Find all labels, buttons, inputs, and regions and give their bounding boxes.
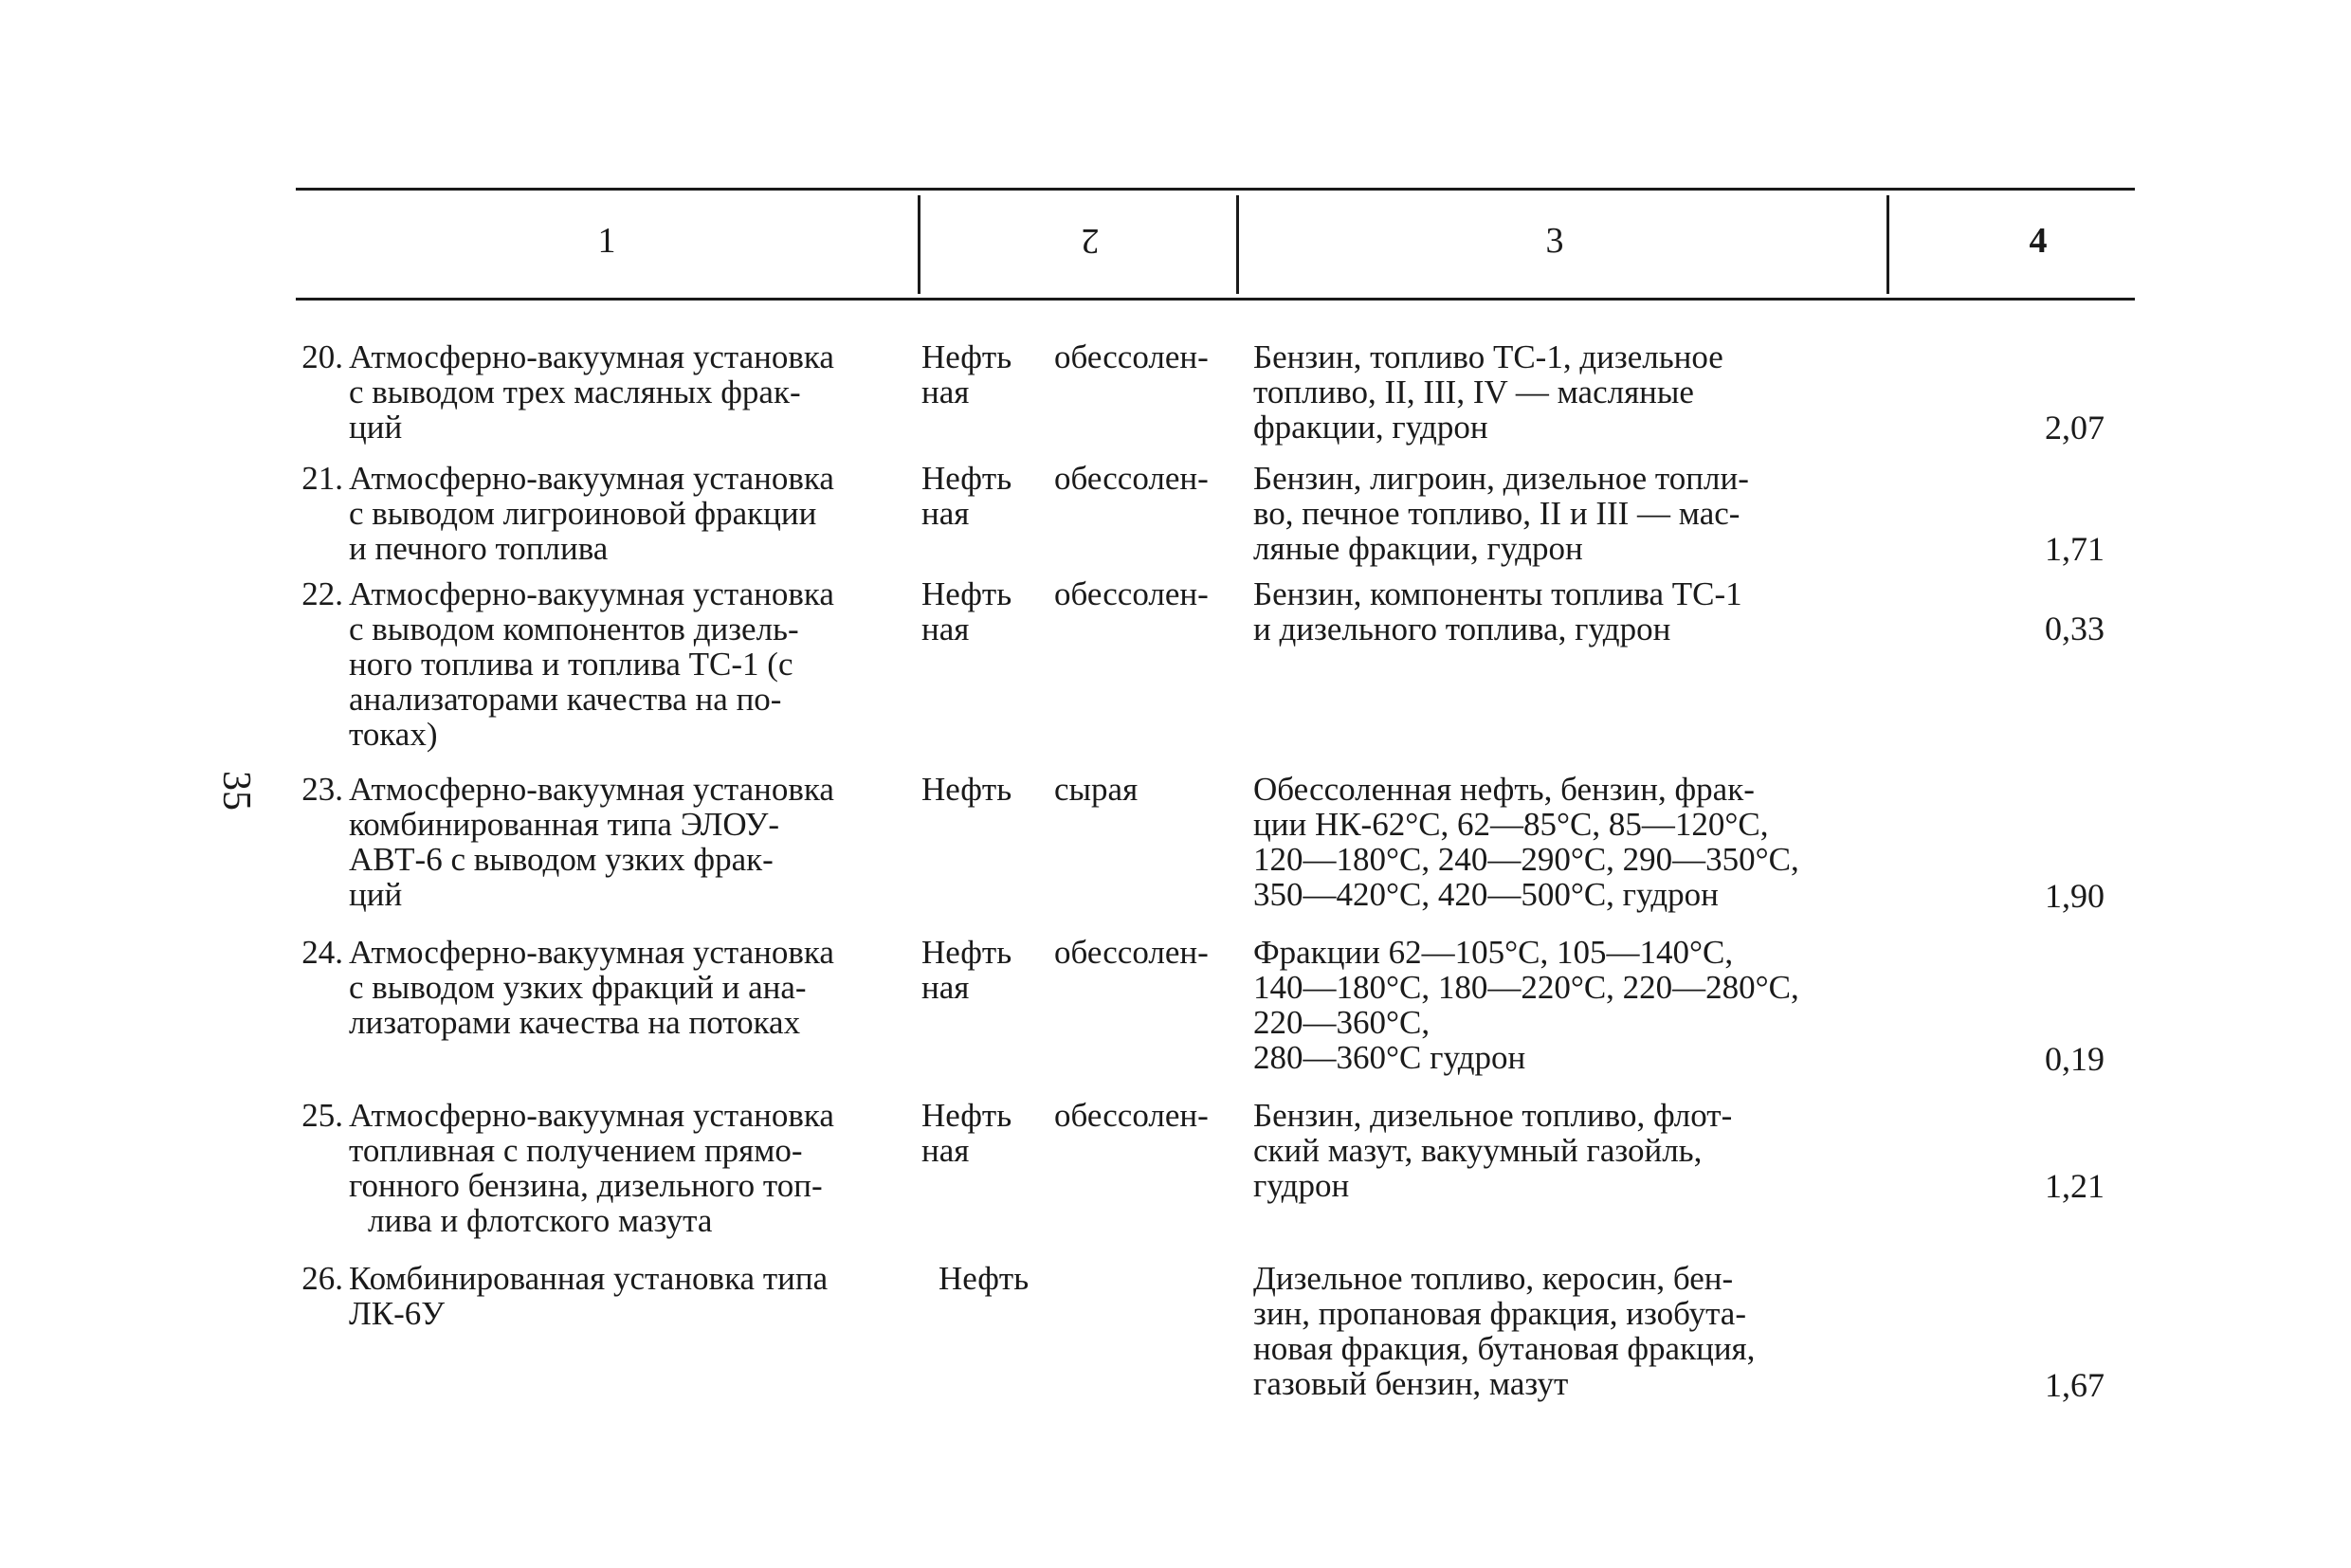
products-line: 350—420°С, 420—500°С, гудрон xyxy=(1253,876,1719,913)
feedstock-word: Нефть xyxy=(921,771,1012,808)
unit-name-line: Атмосферно-вакуумная установка xyxy=(349,771,834,808)
column-divider-3 xyxy=(1886,195,1889,294)
unit-name-line: лива и флотского мазута xyxy=(368,1202,713,1239)
unit-name-line: с выводом компонентов дизель- xyxy=(349,611,799,647)
products-line: Фракции 62—105°С, 105—140°С, xyxy=(1253,934,1734,971)
value-cell: 1,67 xyxy=(2045,1366,2105,1404)
header-col-4: 4 xyxy=(2029,221,2048,261)
feedstock-word: Нефть xyxy=(921,460,1012,497)
products-cell xyxy=(1253,935,1860,1075)
feedstock-word: Нефть xyxy=(921,575,1012,612)
value-cell: 0,19 xyxy=(2045,1040,2105,1078)
feedstock-word: Нефть xyxy=(939,1260,1030,1297)
products-line: Бензин, лигроин, дизельное топли- xyxy=(1253,460,1749,497)
feedstock-cell xyxy=(921,1261,1234,1296)
unit-name-line: гонного бензина, дизельного топ- xyxy=(349,1167,823,1204)
feedstock-cell xyxy=(921,576,1234,647)
products-line: и дизельного топлива, гудрон xyxy=(1253,611,1671,647)
feedstock-word: Нефть xyxy=(921,934,1012,971)
products-line: Дизельное топливо, керосин, бен- xyxy=(1253,1260,1734,1297)
unit-name-line: топливная с получением прямо- xyxy=(349,1132,803,1169)
products-line: 120—180°С, 240—290°С, 290—350°С, xyxy=(1253,841,1799,878)
products-line: ляные фракции, гудрон xyxy=(1253,530,1583,567)
feedstock-cell xyxy=(921,339,1234,410)
unit-name-line: Атмосферно-вакуумная установка xyxy=(349,460,834,497)
column-divider-2 xyxy=(1236,195,1239,294)
feedstock-qualifier: обессолен- xyxy=(1054,338,1209,375)
unit-name-line: ций xyxy=(349,409,403,446)
unit-name-line: с выводом узких фракций и ана- xyxy=(349,969,807,1006)
products-cell xyxy=(1253,772,1860,912)
products-cell xyxy=(1253,576,1860,647)
feedstock-continuation: ная xyxy=(921,611,970,647)
products-line: гудрон xyxy=(1253,1167,1350,1204)
feedstock-cell xyxy=(921,1098,1234,1168)
unit-name-line: Атмосферно-вакуумная установка xyxy=(349,1097,834,1134)
header-col-2: 2 xyxy=(1081,221,1100,261)
products-line: Бензин, компоненты топлива ТС-1 xyxy=(1253,575,1742,612)
unit-name-line: комбинированная типа ЭЛОУ- xyxy=(349,806,780,843)
feedstock-qualifier: обессолен- xyxy=(1054,1097,1209,1134)
products-line: Обессоленная нефть, бензин, фрак- xyxy=(1253,771,1755,808)
products-cell xyxy=(1253,1261,1860,1401)
row-number: 24. xyxy=(301,934,343,971)
unit-name-line: токах) xyxy=(349,716,438,753)
row-number: 21. xyxy=(301,460,343,497)
products-line: фракции, гудрон xyxy=(1253,409,1488,446)
products-line: Бензин, топливо ТС-1, дизельное xyxy=(1253,338,1723,375)
products-line: во, печное топливо, II и III — мас- xyxy=(1253,495,1740,532)
unit-name-line: Атмосферно-вакуумная установка xyxy=(349,575,834,612)
table-top-rule xyxy=(296,188,2135,191)
column-divider-1 xyxy=(918,195,920,294)
unit-name-line: ций xyxy=(349,876,403,913)
unit-name-line: лизаторами качества на потоках xyxy=(349,1004,801,1041)
feedstock-cell xyxy=(921,772,1234,807)
feedstock-qualifier: обессолен- xyxy=(1054,575,1209,612)
products-line: 140—180°С, 180—220°С, 220—280°С, xyxy=(1253,969,1799,1006)
unit-name-line: Атмосферно-вакуумная установка xyxy=(349,934,834,971)
feedstock-continuation: ная xyxy=(921,1132,970,1169)
products-line: новая фракция, бутановая фракция, xyxy=(1253,1330,1756,1367)
unit-name-line: ЛК-6У xyxy=(349,1295,446,1332)
row-number: 22. xyxy=(301,575,343,612)
value-cell: 1,21 xyxy=(2045,1167,2105,1205)
feedstock-qualifier: обессолен- xyxy=(1054,934,1209,971)
unit-name-line: ного топлива и топлива ТС-1 (с xyxy=(349,646,793,683)
products-line: зин, пропановая фракция, изобута- xyxy=(1253,1295,1746,1332)
value-cell: 2,07 xyxy=(2045,409,2105,447)
products-line: ский мазут, вакуумный газойль, xyxy=(1253,1132,1703,1169)
feedstock-continuation: ная xyxy=(921,969,970,1006)
products-cell xyxy=(1253,461,1860,566)
value-cell: 0,33 xyxy=(2045,610,2105,647)
products-line: ции НК-62°С, 62—85°С, 85—120°С, xyxy=(1253,806,1769,843)
feedstock-cell xyxy=(921,935,1234,1005)
page-number: 35 xyxy=(214,771,258,811)
feedstock-word: Нефть xyxy=(921,338,1012,375)
row-number: 20. xyxy=(301,338,343,375)
unit-name-line: с выводом трех масляных фрак- xyxy=(349,374,801,410)
feedstock-qualifier: обессолен- xyxy=(1054,460,1209,497)
row-number: 25. xyxy=(301,1097,343,1134)
feedstock-word: Нефть xyxy=(921,1097,1012,1134)
value-cell: 1,71 xyxy=(2045,530,2105,568)
products-line: газовый бензин, мазут xyxy=(1253,1365,1569,1402)
unit-name-line: Атмосферно-вакуумная установка xyxy=(349,338,834,375)
header-col-1: 1 xyxy=(597,221,616,261)
products-line: 220—360°С, xyxy=(1253,1004,1431,1041)
feedstock-qualifier: сырая xyxy=(1054,771,1139,808)
products-line: Бензин, дизельное топливо, флот- xyxy=(1253,1097,1733,1134)
header-col-3: 3 xyxy=(1545,221,1564,261)
value-cell: 1,90 xyxy=(2045,877,2105,915)
products-cell xyxy=(1253,339,1860,445)
products-line: топливо, II, III, IV — масляные xyxy=(1253,374,1694,410)
table-header-bottom-rule xyxy=(296,298,2135,301)
products-cell xyxy=(1253,1098,1860,1203)
unit-name-line: с выводом лигроиновой фракции xyxy=(349,495,817,532)
feedstock-cell xyxy=(921,461,1234,531)
row-number: 26. xyxy=(301,1260,343,1297)
row-number: 23. xyxy=(301,771,343,808)
unit-name-line: анализаторами качества на по- xyxy=(349,681,782,718)
feedstock-continuation: ная xyxy=(921,495,970,532)
unit-name-line: АВТ-6 с выводом узких фрак- xyxy=(349,841,774,878)
feedstock-continuation: ная xyxy=(921,374,970,410)
products-line: 280—360°С гудрон xyxy=(1253,1039,1526,1076)
unit-name-line: Комбинированная установка типа xyxy=(349,1260,829,1297)
unit-name-line: и печного топлива xyxy=(349,530,609,567)
